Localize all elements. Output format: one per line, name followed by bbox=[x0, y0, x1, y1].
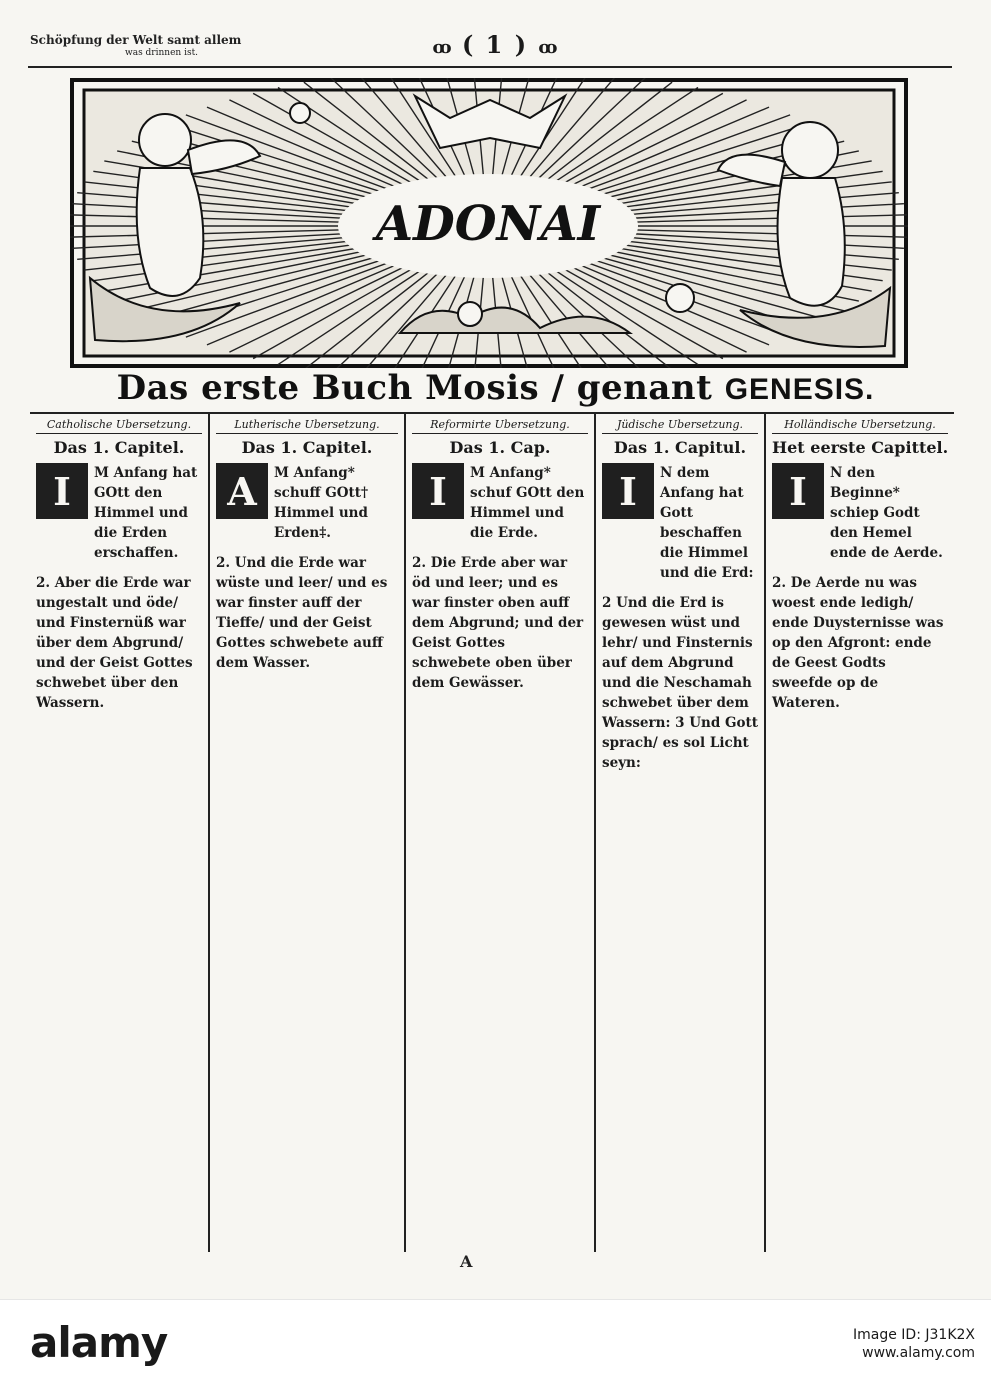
drop-cap-initial: I bbox=[36, 463, 88, 519]
verse-one bbox=[412, 463, 588, 543]
running-head bbox=[30, 34, 290, 60]
image-id-block bbox=[853, 1326, 975, 1362]
verse-one bbox=[216, 463, 398, 543]
image-id: Image ID: J31K2X bbox=[853, 1327, 975, 1343]
verse-one-text: N dem Anfang hat Gott beschaffen die Himmel und die Erd: bbox=[660, 465, 754, 581]
verse-two-text: 2. De Aerde nu was woest ende ledigh/ ende Duysternisse was op den Afgront: ende de Geest Godts sweefde op de Wateren. bbox=[772, 575, 944, 711]
book-title-genesis: GENESIS. bbox=[724, 373, 875, 406]
column-header: Holländische Ubersetzung. bbox=[772, 418, 948, 434]
page-number bbox=[400, 30, 590, 59]
drop-cap-initial: A bbox=[216, 463, 268, 519]
chapter-heading: Das 1. Capitel. bbox=[53, 438, 185, 457]
woodcut-banner bbox=[70, 78, 908, 368]
chapter-heading: Das 1. Cap. bbox=[449, 438, 551, 457]
verse-two-text: 2. Und die Erde war wüste und leer/ und es war finster auff der Tieffe/ und der Geist Gottes schwebete auff dem Wasser. bbox=[216, 555, 388, 671]
catchword: A bbox=[460, 1252, 473, 1271]
chapter-heading: Das 1. Capitul. bbox=[613, 438, 747, 457]
book-title bbox=[0, 368, 991, 408]
column-header: Jüdische Ubersetzung. bbox=[602, 418, 758, 434]
folio-ornament-right: ꝏ bbox=[538, 37, 558, 58]
translation-column bbox=[30, 414, 208, 1252]
verse-one bbox=[602, 463, 758, 583]
header-rule bbox=[28, 66, 952, 68]
translation-column bbox=[594, 414, 764, 1252]
column-header: Lutherische Ubersetzung. bbox=[216, 418, 398, 434]
translation-column bbox=[764, 414, 954, 1252]
folio-number: ( 1 ) bbox=[461, 30, 529, 59]
alamy-logo: alamy bbox=[30, 1318, 168, 1367]
banner-word: ADONAI bbox=[375, 196, 601, 252]
verse-one-text: M Anfang* schuff GOtt† Himmel und Erden‡. bbox=[274, 465, 369, 541]
book-title-main: Das erste Buch Mosis / genant bbox=[116, 368, 713, 408]
translation-column bbox=[404, 414, 594, 1252]
translation-column bbox=[208, 414, 404, 1252]
column-header: Reformirte Ubersetzung. bbox=[412, 418, 588, 434]
verse-two-text: 2. Die Erde aber war öd und leer; und es war finster oben auff dem Abgrund; und der Geist Gottes schwebete oben über dem Gewässer. bbox=[412, 555, 584, 691]
chapter-heading: Het eerste Capittel. bbox=[772, 438, 949, 457]
column-header: Catholische Ubersetzung. bbox=[36, 418, 202, 434]
running-head-line1: Schöpfung der Welt samt allem bbox=[30, 33, 242, 47]
image-url: www.alamy.com bbox=[862, 1345, 975, 1361]
drop-cap-initial: I bbox=[602, 463, 654, 519]
verse-one-text: N den Beginne* schiep Godt den Hemel ende de Aerde. bbox=[830, 465, 943, 561]
watermark-bar bbox=[0, 1299, 991, 1391]
translation-columns bbox=[30, 412, 954, 1252]
verse-one-text: M Anfang hat GOtt den Himmel und die Erden erschaffen. bbox=[94, 465, 198, 561]
folio-ornament-left: ꝏ bbox=[432, 37, 452, 58]
drop-cap-initial: I bbox=[412, 463, 464, 519]
verse-two-text: 2 Und die Erd is gewesen wüst und lehr/ und Finsternis auf dem Abgrund und die Neschamah schwebet über dem Wassern: 3 Und Gott sprach/ es sol Licht seyn: bbox=[602, 595, 758, 771]
verse-one-text: M Anfang* schuf GOtt den Himmel und die Erde. bbox=[470, 465, 585, 541]
verse-one bbox=[772, 463, 948, 563]
chapter-heading: Das 1. Capitel. bbox=[241, 438, 373, 457]
drop-cap-initial: I bbox=[772, 463, 824, 519]
verse-two-text: 2. Aber die Erde war ungestalt und öde/ und Finsternüß war über dem Abgrund/ und der Geist Gottes schwebet über den Wassern. bbox=[36, 575, 193, 711]
verse-one bbox=[36, 463, 202, 563]
running-head-line2: was drinnen ist. bbox=[125, 48, 199, 58]
